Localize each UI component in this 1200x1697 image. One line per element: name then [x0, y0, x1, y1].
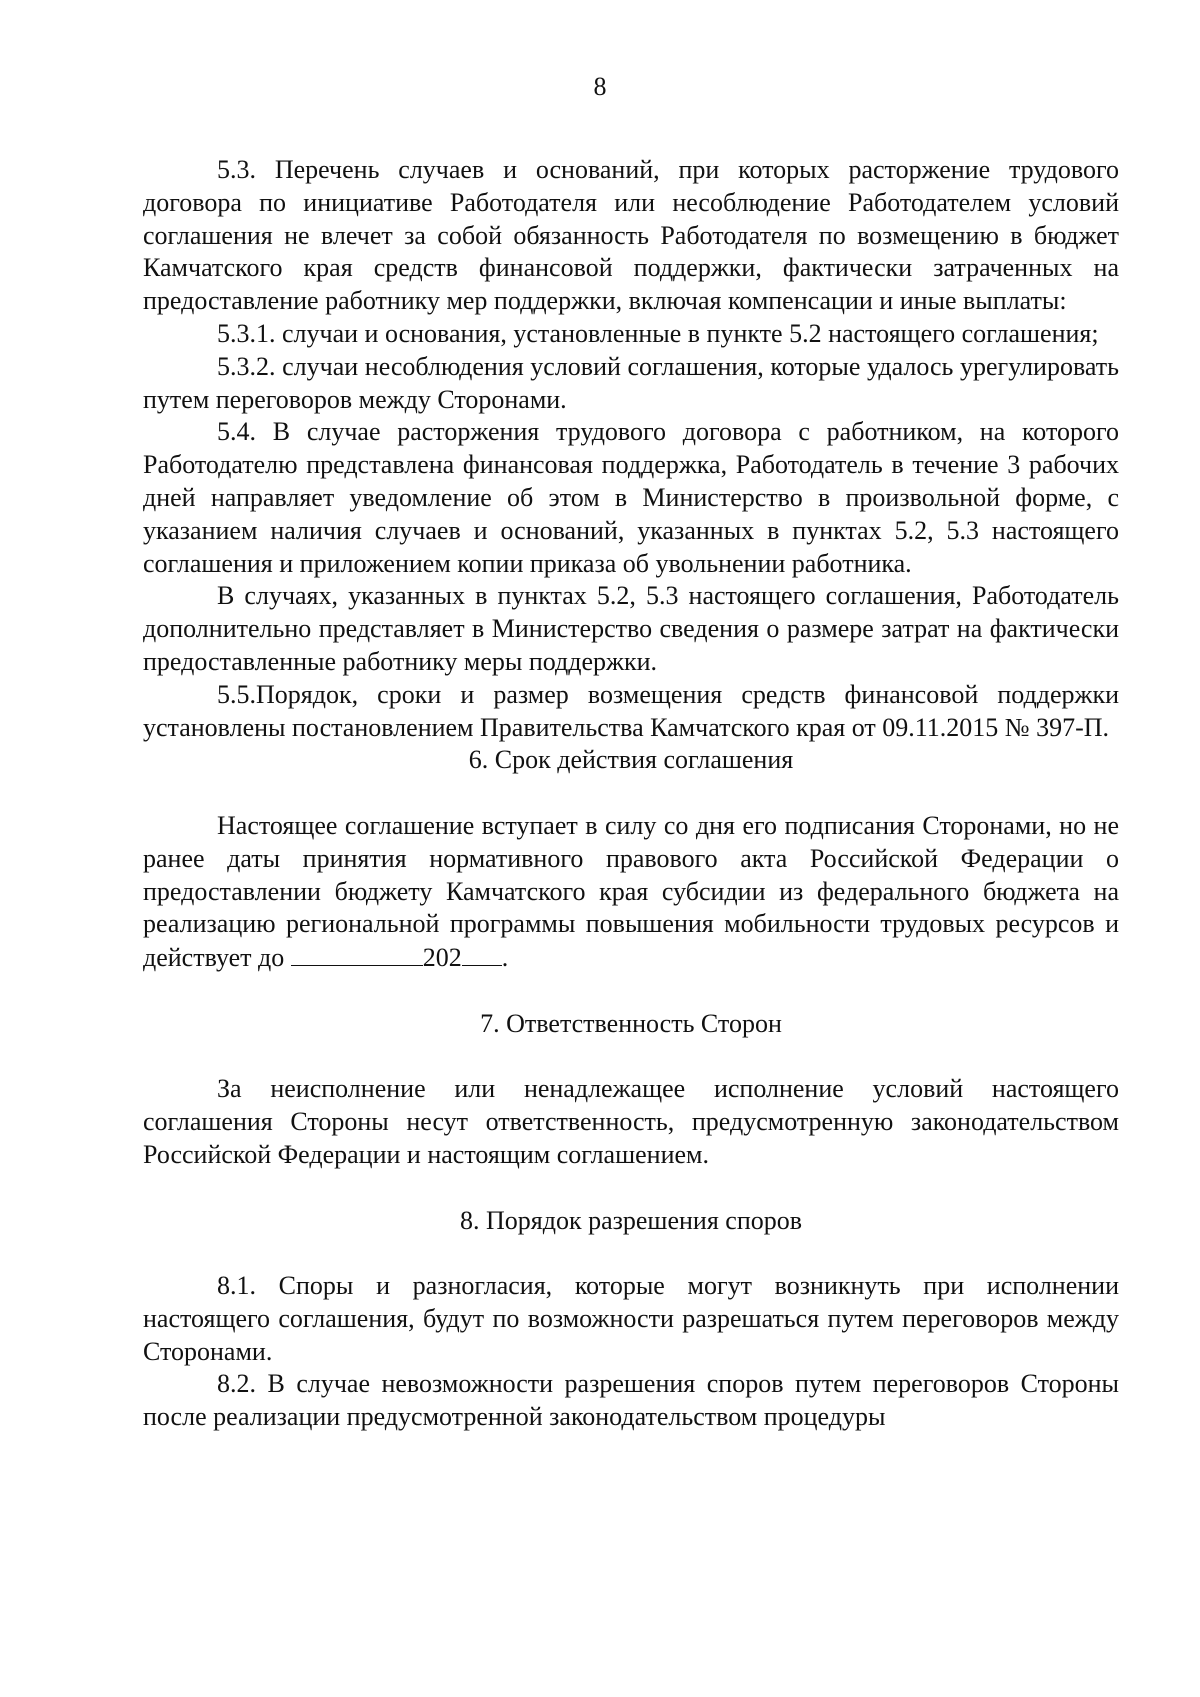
section-heading-6: 6. Срок действия соглашения: [468, 745, 794, 775]
spacer: [143, 777, 1119, 810]
document-body: [143, 154, 1119, 1434]
paragraph-7: За неисполнение или ненадлежащее исполнение условий настоящего соглашения Стороны несут ответственность, предусмотренную законодательством Российской Федерации и настоящим соглашением.: [143, 1074, 1119, 1169]
spacer: [143, 1172, 1119, 1205]
paragraph-6-end: .: [501, 943, 509, 973]
section-heading-8: 8. Порядок разрешения споров: [459, 1205, 803, 1235]
paragraph-5-3-2: 5.3.2. случаи несоблюдения условий соглашения, которые удалось урегулировать путем переговоров между Сторонами.: [143, 351, 1119, 414]
spacer: [143, 1237, 1119, 1270]
year-prefix: 202: [422, 943, 462, 973]
paragraph-5-3-1: 5.3.1. случаи и основания, установленные в пункте 5.2 настоящего соглашения;: [217, 318, 1099, 348]
paragraph-8-2: 8.2. В случае невозможности разрешения споров путем переговоров Стороны после реализации предусмотренной законодательством процедуры: [143, 1369, 1119, 1432]
spacer: [143, 975, 1119, 1008]
page-number: 8: [593, 72, 607, 101]
paragraph-5-5: 5.5.Порядок, сроки и размер возмещения средств финансовой поддержки установлены постановлением Правительства Камчатского края от 09.11.2015 № 397-П.: [143, 679, 1119, 742]
paragraph-5-4-continued: В случаях, указанных в пунктах 5.2, 5.3 настоящего соглашения, Работодатель дополнительно представляет в Министерство сведения о размере затрат на фактически предоставленные работнику меры поддержки.: [143, 581, 1119, 676]
paragraph-8-1: 8.1. Споры и разногласия, которые могут возникнуть при исполнении настоящего соглашения, будут по возможности разрешаться путем переговоров между Сторонами.: [143, 1271, 1119, 1366]
paragraph-6: [143, 810, 1119, 975]
paragraph-5-4: 5.4. В случае расторжения трудового договора с работником, на которого Работодателю представлена финансовая поддержка, Работодатель в течение 3 рабочих дней направляет уведомление об этом в Министерство в произвольной форме, с указанием наличия случаев и оснований, указанных в пунктах 5.2, 5.3 настоящего соглашения и приложением копии приказа об увольнении работника.: [143, 417, 1119, 578]
date-blank-line: [291, 941, 423, 966]
year-blank-line: [462, 941, 502, 966]
paragraph-5-3: 5.3. Перечень случаев и оснований, при которых расторжение трудового договора по инициативе Работодателя или несоблюдение Работодателем условий соглашения не влечет за собой обязанность Работодателя по возмещению в бюджет Камчатского края средств финансовой поддержки, фактически затраченных на предоставление работнику мер поддержки, включая компенсации и иные выплаты:: [143, 155, 1119, 316]
section-heading-7: 7. Ответственность Сторон: [480, 1008, 782, 1038]
spacer: [143, 1041, 1119, 1074]
paragraph-6-text: Настоящее соглашение вступает в силу со дня его подписания Сторонами, но не ранее даты принятия нормативного правового акта Российской Федерации о предоставлении бюджету Камчатского края субсидии из федерального бюджета на реализацию региональной программы повышения мобильности трудовых ресурсов и действует до: [143, 810, 1119, 973]
